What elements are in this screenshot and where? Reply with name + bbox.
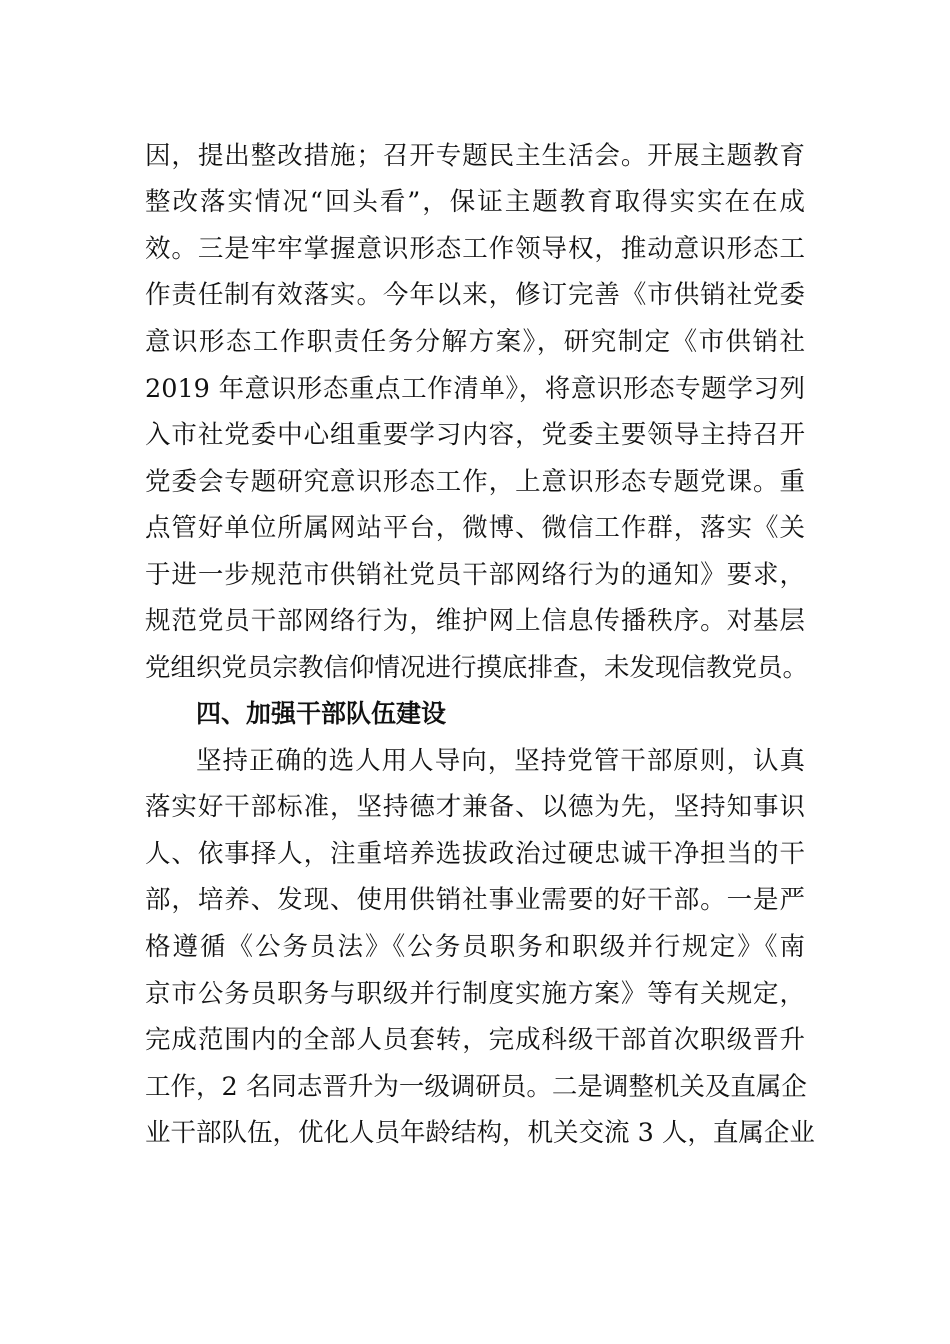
paragraph-2-line-9: 业干部队伍，优化人员年龄结构，机关交流 3 人，直属企业 (145, 1118, 815, 1148)
paragraph-1-line-7: 入市社党委中心组重要学习内容，党委主要领导主持召开 (145, 420, 805, 450)
paragraph-2-line-1: 坚持正确的选人用人导向，坚持党管干部原则，认真 (196, 746, 805, 776)
paragraph-1-line-4: 作责任制有效落实。今年以来，修订完善《市供销社党委 (145, 280, 805, 310)
paragraph-1-line-10: 于进一步规范市供销社党员干部网络行为的通知》要求， (145, 560, 805, 590)
paragraph-1-line-12: 党组织党员宗教信仰情况进行摸底排查，未发现信教党员。 (145, 653, 809, 683)
paragraph-2-line-4: 部，培养、发现、使用供销社事业需要的好干部。一是严 (145, 885, 805, 915)
paragraph-1-line-1: 因，提出整改措施；召开专题民主生活会。开展主题教育 (145, 141, 805, 171)
paragraph-2-line-7: 完成范围内的全部人员套转，完成科级干部首次职级晋升 (145, 1025, 805, 1055)
paragraph-1-line-8: 党委会专题研究意识形态工作，上意识形态专题党课。重 (145, 467, 805, 497)
paragraph-1-line-11: 规范党员干部网络行为，维护网上信息传播秩序。对基层 (145, 606, 805, 636)
paragraph-2-line-2: 落实好干部标准，坚持德才兼备、以德为先，坚持知事识 (145, 792, 805, 822)
paragraph-2-line-3: 人、依事择人，注重培养选拔政治过硬忠诚干净担当的干 (145, 839, 805, 869)
paragraph-1-line-9: 点管好单位所属网站平台，微博、微信工作群，落实《关 (145, 513, 805, 543)
paragraph-2-line-6: 京市公务员职务与职级并行制度实施方案》等有关规定， (145, 979, 805, 1009)
paragraph-1-line-3: 效。三是牢牢掌握意识形态工作领导权，推动意识形态工 (145, 234, 805, 264)
paragraph-1-line-2: 整改落实情况“回头看”，保证主题教育取得实实在在成 (145, 187, 805, 217)
section-heading-4: 四、加强干部队伍建设 (196, 699, 447, 728)
paragraph-2-line-5: 格遵循《公务员法》《公务员职务和职级并行规定》《南 (145, 932, 805, 962)
paragraph-2-line-8: 工作，2 名同志晋升为一级调研员。二是调整机关及直属企 (145, 1072, 807, 1102)
paragraph-1-line-6: 2019 年意识形态重点工作清单》，将意识形态专题学习列 (145, 374, 805, 404)
paragraph-1-line-5: 意识形态工作职责任务分解方案》，研究制定《市供销社 (145, 327, 805, 357)
